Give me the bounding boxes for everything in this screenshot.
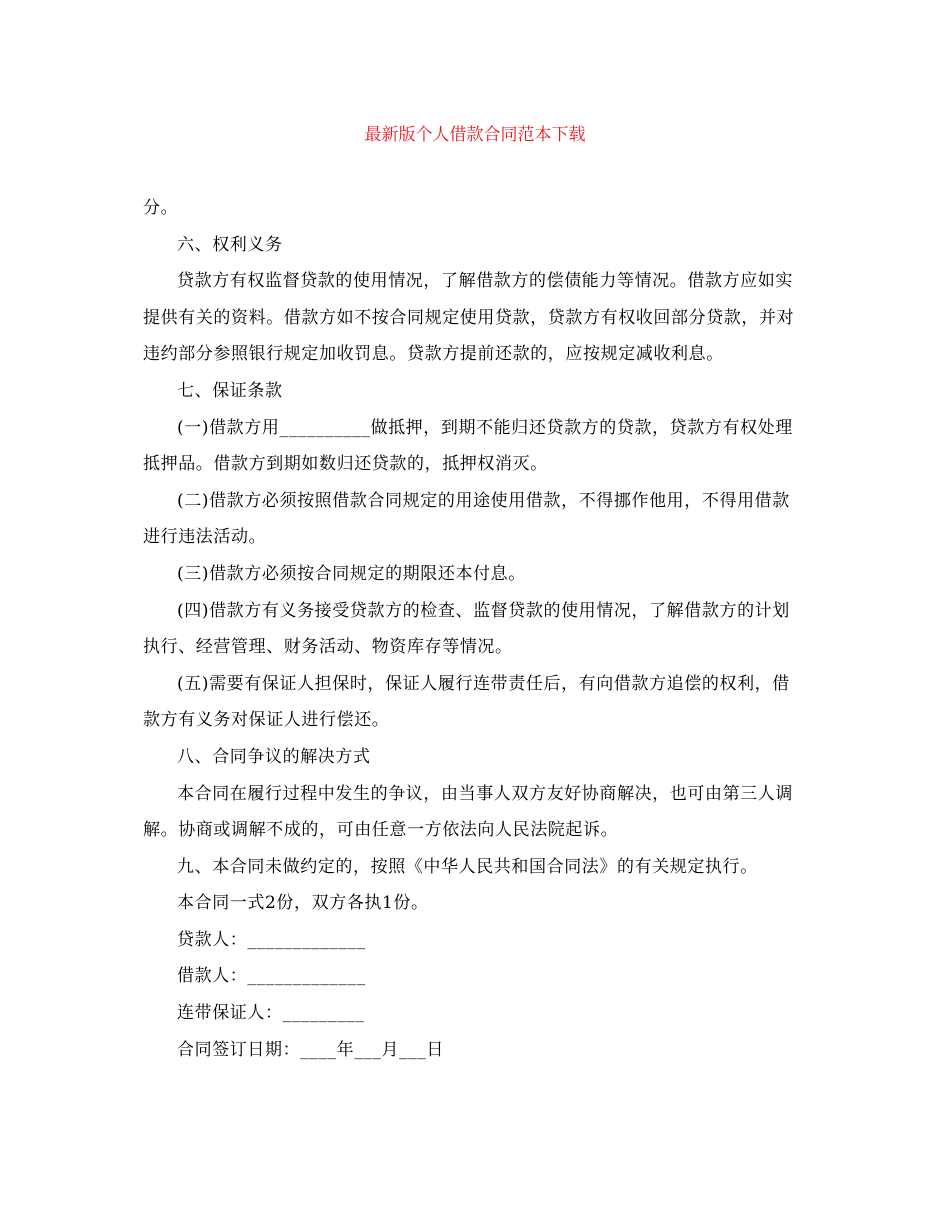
signature-guarantor: 连带保证人：_________ — [177, 1003, 365, 1024]
section-heading-rights-obligations: 六、权利义务 — [177, 234, 283, 255]
paragraph-copies: 本合同一式2份，双方各执1份。 — [177, 893, 429, 914]
paragraph-unspecified-matters: 九、本合同未做约定的，按照《中华人民共和国合同法》的有关规定执行。 — [177, 856, 758, 877]
clause-guarantee-5: (五)需要有保证人担保时，保证人履行连带责任后，有向借款方追偿的权利，借款方有义务对保证人进行偿还。 — [143, 673, 790, 731]
signature-borrower: 借款人：_____________ — [177, 966, 366, 987]
document-header-title: 最新版个人借款合同范本下载 — [364, 125, 586, 145]
paragraph-continuation: 分。 — [143, 198, 179, 218]
signature-date: 合同签订日期：____年___月___日 — [177, 1039, 444, 1060]
section-heading-dispute: 八、合同争议的解决方式 — [177, 746, 371, 767]
paragraph-rights-obligations: 贷款方有权监督贷款的使用情况，了解借款方的偿债能力等情况。借款方应如实提供有关的资料。借款方如不按合同规定使用贷款，贷款方有权收回部分贷款，并对违约部分参照银行规定加收罚息。贷款方提前还款的，应按规定减收利息。 — [143, 271, 795, 365]
clause-guarantee-1: (一)借款方用__________做抵押，到期不能归还贷款方的贷款，贷款方有权处理抵押品。借款方到期如数归还贷款的，抵押权消灭。 — [143, 417, 793, 475]
clause-guarantee-3: (三)借款方必须按合同规定的期限还本付息。 — [177, 563, 526, 584]
clause-guarantee-4: (四)借款方有义务接受贷款方的检查、监督贷款的使用情况，了解借款方的计划执行、经营管理、财务活动、物资库存等情况。 — [143, 600, 790, 658]
paragraph-dispute: 本合同在履行过程中发生的争议，由当事人双方友好协商解决，也可由第三人调解。协商或调解不成的，可由任意一方依法向人民法院起诉。 — [143, 783, 793, 841]
clause-guarantee-2: (二)借款方必须按照借款合同规定的用途使用借款，不得挪作他用，不得用借款进行违法活动。 — [143, 490, 790, 548]
section-heading-guarantee: 七、保证条款 — [177, 380, 283, 401]
signature-lender: 贷款人：_____________ — [177, 929, 366, 950]
contract-body — [143, 190, 798, 1068]
